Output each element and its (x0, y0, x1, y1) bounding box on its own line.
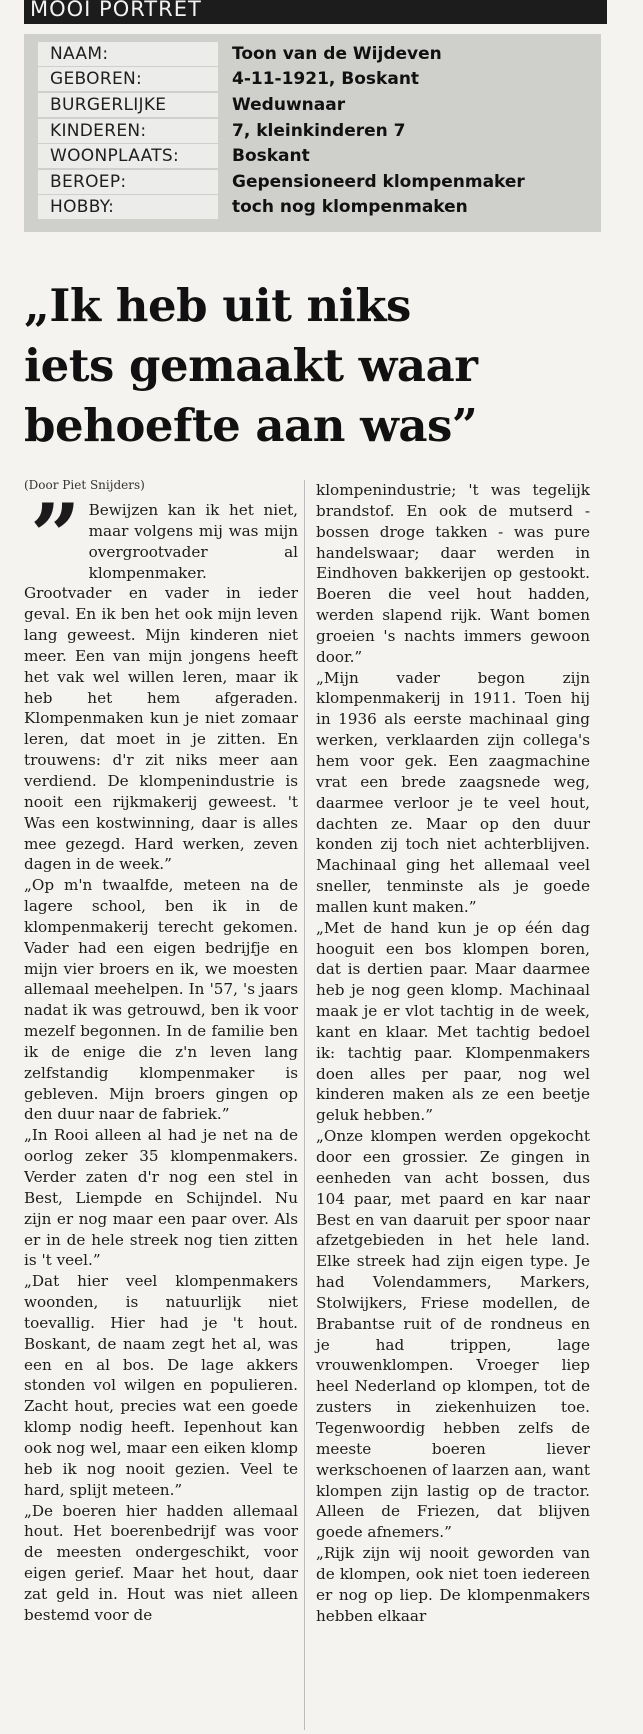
profile-value: Toon van de Wijdeven (232, 43, 442, 64)
profile-value: toch nog klompenmaken (232, 197, 468, 218)
paragraph: „In Rooi alleen al had je net na de oorlog zeker 35 klompenmakers. Verder zaten d'r nog een stel in Best, Liempde en Schijndel. Nu zijn er nog maar een paar over. Als er in de hele streek nog tien zitten is 't veel.” (24, 1126, 298, 1270)
byline: (Door Piet Snijders) (24, 478, 145, 492)
profile-row (38, 41, 601, 67)
section-title: MOOI PORTRET (30, 0, 202, 21)
profile-value: Boskant (232, 146, 310, 167)
article-column-right (316, 480, 590, 1626)
profile-label: BURGERLIJKE (38, 93, 218, 117)
paragraph: „Onze klompen werden opgekocht door een grossier. Ze gingen in eenheden van acht bossen, dus 104 paar, met paard en kar naar Best en van daaruit per spoor naar afzetgebieden in het hele land. Elke streek had zijn eigen type. Je had Volendammers, Markers, Stolwijkers, Friese modellen, de Brabantse ruit of de rondneus en je had trippen, lage vrouwenklompen. Vroeger liep heel Nederland op klompen, tot de zusters in ziekenhuizen toe. Tegenwoordig hebben zelfs de meeste boeren liever werkschoenen of laarzen aan, want klompen zijn lastig op de tractor. Alleen de Friezen, dat blijven goede afnemers.” (316, 1127, 590, 1542)
profile-label: WOONPLAATS: (38, 144, 218, 168)
drop-quote-mark: ” (30, 484, 81, 588)
profile-label: KINDEREN: (38, 119, 218, 143)
profile-row (38, 195, 601, 221)
section-banner (24, 0, 607, 24)
profile-value: Weduwnaar (232, 94, 346, 115)
paragraph: „Met de hand kun je op één dag hooguit een bos klompen boren, dat is dertien paar. Maar daarmee heb je nog geen klomp. Machinaal maak je er vlot tachtig in de week, kant en klaar. Met tachtig bedoel ik: tachtig paar. Klompenmakers doen alles per paar, nog wel kinderen maken als ze een beetje geluk hebben.” (316, 918, 590, 1125)
paragraph: „De boeren hier hadden allemaal hout. Het boerenbedrijf was voor de meesten ondergeschikt, voor eigen gerief. Maar het hout, daar zat geld in. Hout was niet alleen bestemd voor de (24, 1501, 298, 1624)
paragraph: „Rijk zijn wij nooit geworden van de klompen, ook niet toen iedereen er nog op liep. De klompenmakers hebben elkaar (316, 1544, 590, 1625)
profile-value: 7, kleinkinderen 7 (232, 120, 406, 141)
paragraph: „Op m'n twaalfde, meteen na de lagere school, ben ik in de klompenmakerij terecht gekomen. Vader had een eigen bedrijfje en mijn vier broers en ik, we moesten allemaal meehelpen. In '57, 's jaars nadat ik was getrouwd, ben ik voor mezelf begonnen. In de familie ben ik de enige die z'n leven lang zelfstandig klompenmaker is gebleven. Mijn broers gingen op den duur naar de fabriek.” (24, 876, 298, 1124)
profile-label: NAAM: (38, 42, 218, 66)
profile-value: 4-11-1921, Boskant (232, 69, 420, 90)
profile-label: GEBOREN: (38, 67, 218, 91)
profile-row (38, 67, 601, 93)
paragraph: klompenindustrie; 't was tegelijk brandstof. En ook de mutserd - bossen droge takken - was pure handelswaar; daar werden in Eindhoven bakkerijen op gestookt. Boeren die veel hout hadden, werden slapend rijk. Want bomen groeien 's nachts immers gewoon door.” (316, 481, 590, 666)
headline-line-1: „Ik heb uit niks (24, 279, 411, 332)
profile-row (38, 143, 601, 169)
profile-label: BEROEP: (38, 170, 218, 194)
paragraph: ” Bewijzen kan ik het niet, maar volgens mij was mijn overgrootvader al klompenmaker. Grootvader en vader in ieder geval. En ik ben het ook mijn leven lang geweest. Mijn kinderen niet meer. Een van mijn jongens heeft het vak wel willen leren, maar ik heb het hem afgeraden. Klompenmaken kun je niet zomaar leren, dat moet in je zitten. En trouwens: d'r zit niks meer aan verdiend. De klompenindustrie is nooit een rijkmakerij geweest. 't Was een kostwinning, daar is alles mee gezegd. Hard werken, zeven dagen in de week.” (24, 484, 298, 874)
headline-line-2: iets gemaakt waar (24, 339, 478, 392)
profile-box (24, 34, 601, 232)
headline (24, 276, 624, 456)
profile-row (38, 169, 601, 195)
paragraph: „Dat hier veel klompenmakers woonden, is natuurlijk niet toevallig. Hier had je 't hout. Boskant, de naam zegt het al, was een en al bos. De lage akkers stonden vol wilgen en populieren. Zacht hout, precies wat een goede klomp nodig heeft. Iepenhout kan ook nog wel, maar een eiken klomp heb ik nog nooit gezien. Veel te hard, splijt meteen.” (24, 1272, 298, 1499)
profile-row (38, 118, 601, 144)
paragraph: „Mijn vader begon zijn klompenmakerij in 1911. Toen hij in 1936 als eerste machinaal ging werken, verklaarden zijn collega's hem voor gek. Een zaagmachine vrat een brede zaagsnede weg, daarmee verloor je te veel hout, dachten ze. Maar op den duur konden zij toch niet achterblijven. Machinaal ging het allemaal veel sneller, tenminste als je goede mallen kunt maken.” (316, 668, 590, 916)
headline-line-3: behoefte aan was” (24, 399, 478, 452)
profile-row (38, 92, 601, 118)
profile-value: Gepensioneerd klompenmaker (232, 171, 525, 192)
column-divider (304, 480, 305, 1730)
profile-label: HOBBY: (38, 195, 218, 219)
